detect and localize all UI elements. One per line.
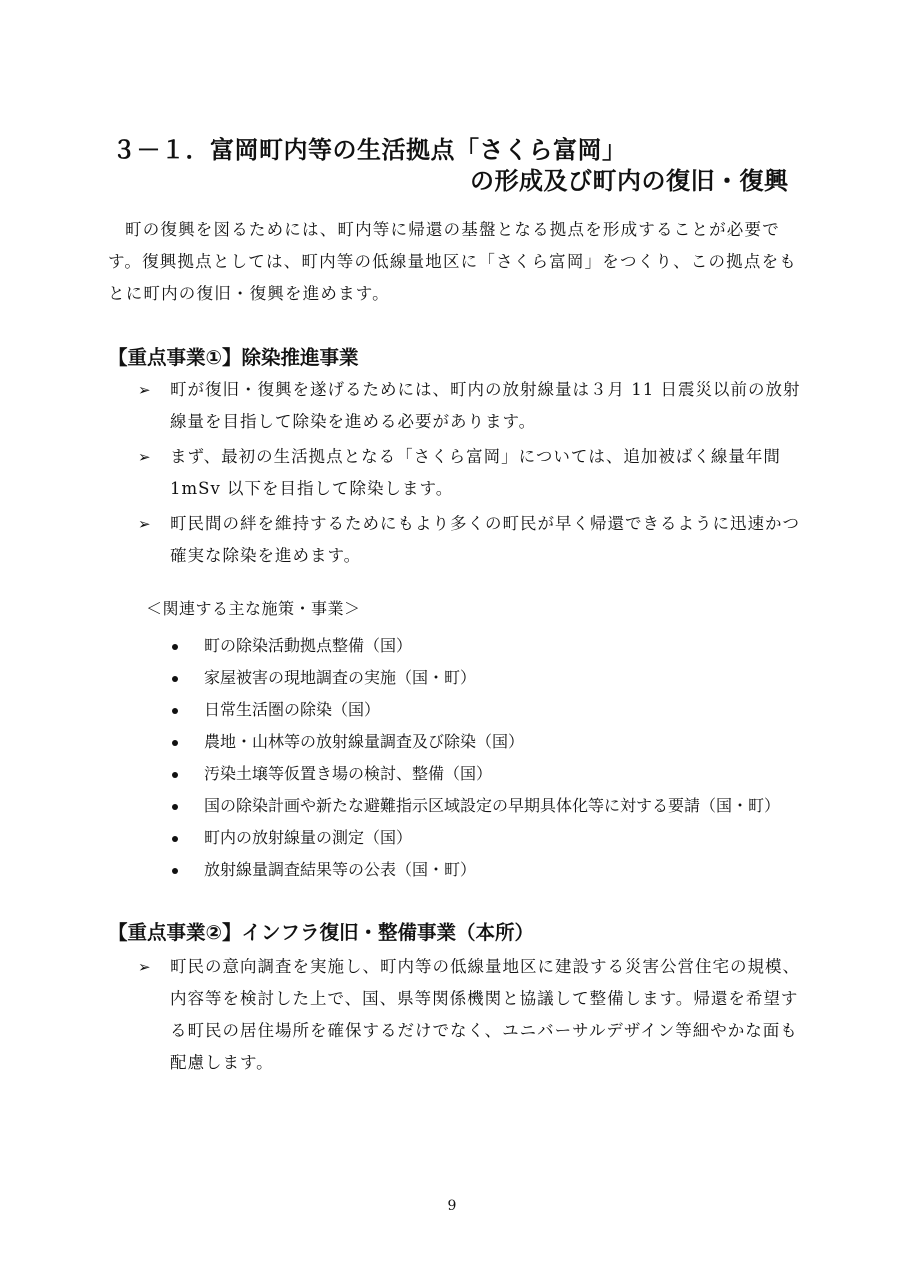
measure-text: 国の除染計画や新たな避難指示区域設定の早期具体化等に対する要請（国・町） <box>204 796 781 815</box>
bullet-item <box>138 508 802 572</box>
dot-bullet-icon <box>172 772 178 778</box>
measure-text: 日常生活圏の除染（国） <box>204 700 381 719</box>
measure-item <box>172 790 780 822</box>
related-measures-heading: ＜関連する主な施策・事業＞ <box>146 599 361 618</box>
measure-item <box>172 662 780 694</box>
measure-text: 汚染土壌等仮置き場の検討、整備（国） <box>204 764 493 783</box>
intro-paragraph: 町の復興を図るためには、町内等に帰還の基盤となる拠点を形成することが必要です。復興拠点としては、町内等の低線量地区に「さくら富岡」をつくり、この拠点をもとに町内の復旧・復興を進めます。 <box>108 220 797 303</box>
dot-bullet-icon <box>172 804 178 810</box>
dot-bullet-icon <box>172 708 178 714</box>
bullet-item <box>138 441 802 505</box>
measure-item <box>172 758 780 790</box>
arrow-bullet-icon: ➢ <box>138 448 152 466</box>
priority-project-2-bullets <box>138 951 802 1082</box>
priority-project-1-bullets <box>138 374 802 575</box>
bullet-text: 町民間の絆を維持するためにもより多くの町民が早く帰還できるように迅速かつ確実な除染を進めます。 <box>170 514 800 565</box>
measure-item <box>172 630 780 662</box>
bullet-text: 町民の意向調査を実施し、町内等の低線量地区に建設する災害公営住宅の規模、内容等を検討した上で、国、県等関係機関と協議して整備します。帰還を希望する町民の居住場所を確保するだけでなく、ユニバーサルデザイン等細やかな面も配慮します。 <box>170 957 800 1072</box>
priority-project-2-heading: 【重点事業②】インフラ復旧・整備事業（本所） <box>108 921 535 944</box>
measure-text: 放射線量調査結果等の公表（国・町） <box>204 860 477 879</box>
dot-bullet-icon <box>172 740 178 746</box>
priority-project-1-heading: 【重点事業①】除染推進事業 <box>108 346 359 369</box>
section-title-line1: ３－１．富岡町内等の生活拠点「さくら富岡」 <box>112 136 627 164</box>
related-measures-list <box>172 630 780 886</box>
measure-item <box>172 694 780 726</box>
dot-bullet-icon <box>172 836 178 842</box>
dot-bullet-icon <box>172 644 178 650</box>
arrow-bullet-icon: ➢ <box>138 515 152 533</box>
bullet-text: 町が復旧・復興を遂げるためには、町内の放射線量は３月 11 日震災以前の放射線量を目指して除染を進める必要があります。 <box>170 380 801 431</box>
measure-text: 町内の放射線量の測定（国） <box>204 828 413 847</box>
measure-text: 農地・山林等の放射線量調査及び除染（国） <box>204 732 525 751</box>
dot-bullet-icon <box>172 676 178 682</box>
measure-item <box>172 726 780 758</box>
bullet-item <box>138 951 802 1079</box>
dot-bullet-icon <box>172 868 178 874</box>
measure-text: 町の除染活動拠点整備（国） <box>204 636 413 655</box>
page-number: 9 <box>447 1198 457 1214</box>
bullet-item <box>138 374 802 438</box>
arrow-bullet-icon: ➢ <box>138 381 152 399</box>
measure-text: 家屋被害の現地調査の実施（国・町） <box>204 668 477 687</box>
bullet-text: まず、最初の生活拠点となる「さくら富岡」については、追加被ばく線量年間 1mSv 以下を目指して除染します。 <box>170 447 781 498</box>
arrow-bullet-icon: ➢ <box>138 958 152 976</box>
measure-item <box>172 822 780 854</box>
section-title-line2: の形成及び町内の復旧・復興 <box>470 167 789 195</box>
measure-item <box>172 854 780 886</box>
